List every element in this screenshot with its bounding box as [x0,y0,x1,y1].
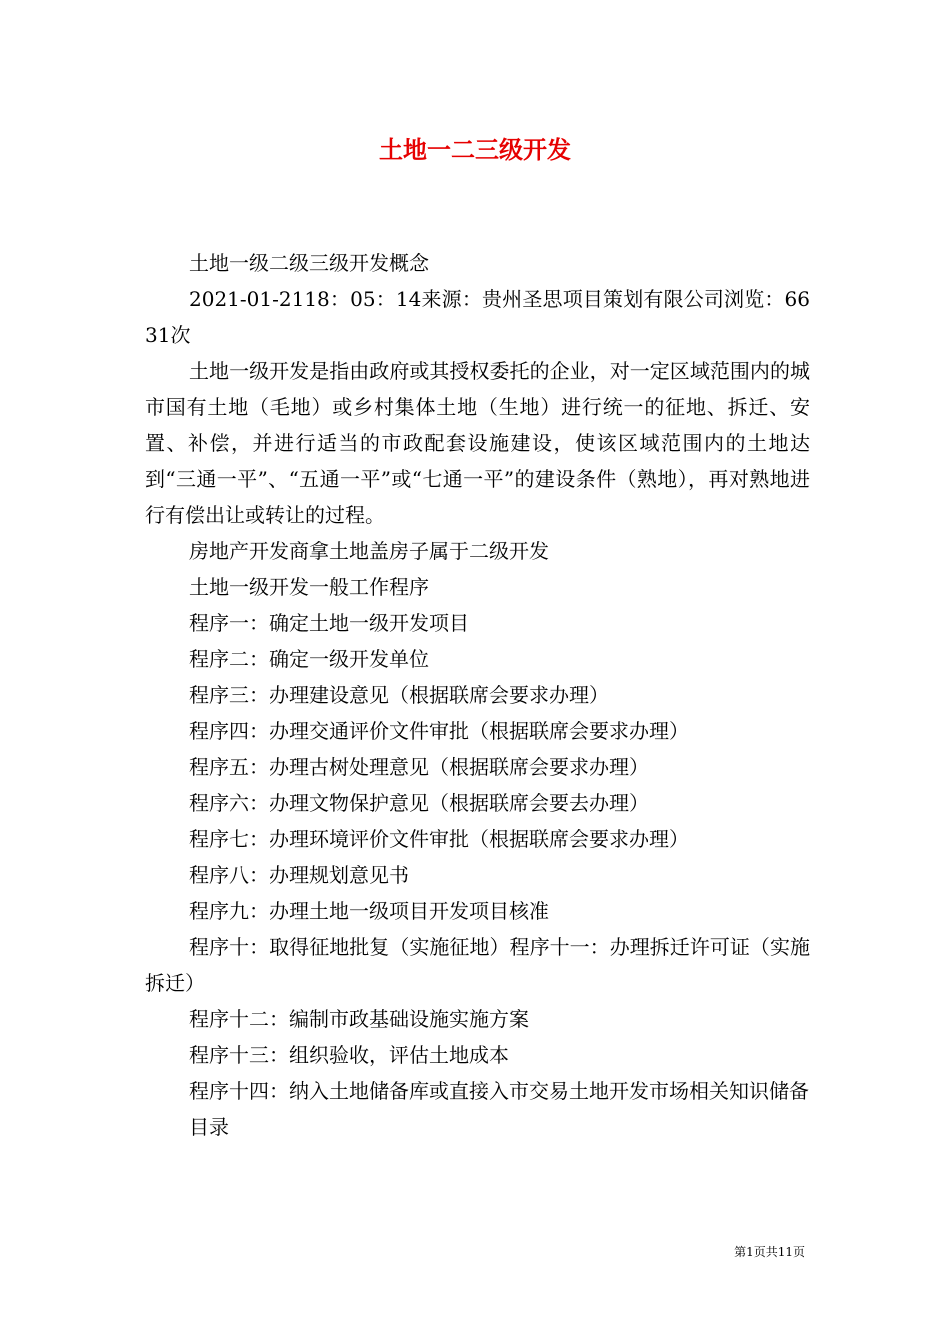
procedure-step-9: 程序九：办理土地一级项目开发项目核准 [189,899,549,923]
procedure-step-4: 程序四：办理交通评价文件审批（根据联席会要求办理） [189,719,689,743]
procedure-step-1: 程序一：确定土地一级开发项目 [189,611,469,635]
procedure-step-6: 程序六：办理文物保护意见（根据联席会要去办理） [189,791,649,815]
document-title: 土地一二三级开发 [379,135,571,164]
procedure-step-8: 程序八：办理规划意见书 [189,863,409,887]
procedure-step-14: 程序十四：纳入土地储备库或直接入市交易土地开发市场相关知识储备 [189,1079,809,1103]
procedure-step-2: 程序二：确定一级开发单位 [189,647,429,671]
procedure-step-5: 程序五：办理古树处理意见（根据联席会要求办理） [189,755,649,779]
procedure-step-10-11: 程序十：取得征地批复（实施征地）程序十一：办理拆迁许可证（实施拆迁） [145,935,810,995]
page-number-footer: 第1页共11页 [734,1245,805,1259]
procedure-step-3: 程序三：办理建设意见（根据联席会要求办理） [189,683,609,707]
paragraph-procedure-heading: 土地一级开发一般工作程序 [189,575,429,599]
procedure-step-12: 程序十二：编制市政基础设施实施方案 [189,1007,529,1031]
procedure-step-7: 程序七：办理环境评价文件审批（根据联席会要求办理） [189,827,689,851]
paragraph-secondary-dev: 房地产开发商拿土地盖房子属于二级开发 [189,539,549,563]
paragraph-concept-heading: 土地一级二级三级开发概念 [189,251,429,275]
paragraph-contents: 目录 [189,1115,229,1139]
paragraph-definition: 土地一级开发是指由政府或其授权委托的企业，对一定区域范围内的城市国有土地（毛地）或乡村集体土地（生地）进行统一的征地、拆迁、安置、补偿，并进行适当的市政配套设施建设，使该区域范围内的土地达到“三通一平”、“五通一平”或“七通一平”的建设条件（熟地），再对熟地进行有偿出让或转让的过程。 [145,359,810,527]
document-body [145,245,810,1145]
procedure-step-13: 程序十三：组织验收，评估土地成本 [189,1043,509,1067]
paragraph-source-meta: 2021-01-2118：05：14来源：贵州圣思项目策划有限公司浏览：6631次 [145,287,810,347]
